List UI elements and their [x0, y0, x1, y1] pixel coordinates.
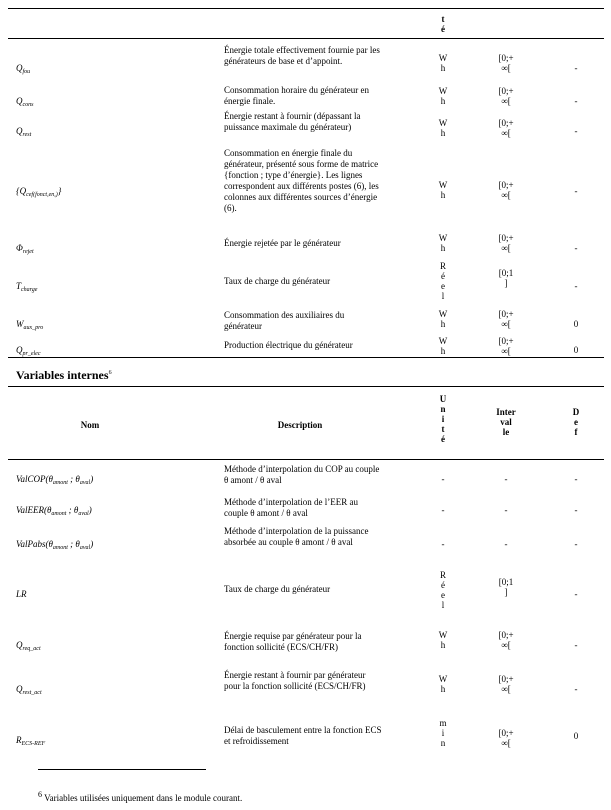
top-rule [8, 8, 604, 9]
output-default: - [574, 281, 578, 291]
internal-interval: [0;+ ∞[ [498, 728, 514, 748]
internal-unit: - [441, 505, 445, 515]
output-default: - [574, 126, 578, 136]
internal-name: $ValCOP(\theta_{amont}$ ; $\theta_{aval}$) [16, 474, 94, 486]
internal-top-rule [8, 386, 604, 387]
internal-default: 0 [573, 731, 579, 741]
output-description: Énergie rejetée par le générateur [224, 238, 341, 248]
output-description: Consommation des auxiliaires du générateur [224, 310, 345, 331]
output-description: Consommation en énergie finale du générateur, présenté sous forme de matrice {fonction ; type d’énergie}. Les lignes correspondent aux différents postes (6), les colonnes aux différentes sources d’énergie (6). [224, 148, 379, 213]
internal-default: - [574, 640, 578, 650]
output-unit: W h [438, 180, 448, 200]
internal-description: Méthode d’interpolation du COP au couple θ amont / θ aval [224, 464, 380, 485]
section-title: Variables internes$^6$ [16, 368, 112, 382]
output-name: $W_{aux\_pro}$ [16, 319, 44, 331]
output-interval: [0;+ ∞[ [498, 336, 514, 356]
output-name: $\Phi_{rejet}$ [16, 243, 34, 255]
internal-description: Taux de charge du générateur [224, 584, 331, 594]
outputs-bottom-rule [8, 357, 604, 358]
internal-interval: - [504, 539, 508, 549]
output-name: $T_{charge}$ [16, 281, 38, 293]
internal-interval: [0;1 ] [498, 577, 514, 597]
output-name: $Q_{fou}$ [16, 63, 31, 75]
output-name: $\{Q_{cef(fonct,en,)}\}$ [16, 186, 62, 198]
header-def: D e f [572, 407, 580, 437]
output-interval: [0;+ ∞[ [498, 309, 514, 329]
internal-unit: m i n [439, 718, 447, 748]
footnote-rule [38, 769, 206, 770]
internal-unit: R é e l [439, 570, 446, 610]
internal-unit: - [441, 539, 445, 549]
internal-interval: - [504, 474, 508, 484]
output-interval: [0;+ ∞[ [498, 180, 514, 200]
internal-description: Méthode d’interpolation de la puissance absorbée au couple θ amont / θ aval [224, 526, 369, 547]
internal-name: $ValPabs(\theta_{amont}$ ; $\theta_{aval}$) [16, 539, 94, 551]
output-interval: [0;+ ∞[ [498, 233, 514, 253]
internal-description: Énergie restant à fournir par générateur pour la fonction sollicité (ECS/CH/FR) [224, 670, 366, 691]
output-name: $Q_{pr\_elec}$ [16, 345, 41, 357]
output-default: - [574, 96, 578, 106]
output-default: - [574, 243, 578, 253]
internal-description: Énergie requise par générateur pour la fonction sollicité (ECS/CH/FR) [224, 631, 362, 652]
internal-name: LR [16, 589, 27, 599]
output-unit: W h [438, 86, 448, 106]
output-interval: [0;+ ∞[ [498, 53, 514, 73]
internal-interval: [0;+ ∞[ [498, 674, 514, 694]
internal-name: $Q_{rest\_act}$ [16, 684, 42, 696]
internal-name: $ValEER(\theta_{amont}$ ; $\theta_{aval}$) [16, 505, 92, 517]
output-unit: W h [438, 53, 448, 73]
internal-default: - [574, 505, 578, 515]
output-unit: W h [438, 336, 448, 356]
header-description: Description [277, 420, 323, 430]
output-description: Énergie totale effectivement fournie par les générateurs de base et d’appoint. [224, 45, 380, 66]
internal-default: - [574, 539, 578, 549]
output-default: 0 [573, 345, 579, 355]
internal-unit: W h [438, 674, 448, 694]
header-nom: Nom [80, 420, 100, 430]
internal-description: Méthode d’interpolation de l’EER au couple θ amont / θ aval [224, 497, 358, 518]
output-name: $Q_{rest}$ [16, 126, 32, 138]
output-default: - [574, 186, 578, 196]
internal-name: $R_{ECS-REF}$ [16, 735, 46, 747]
internal-default: - [574, 589, 578, 599]
internal-default: - [574, 684, 578, 694]
output-unit: R é e l [439, 261, 446, 301]
output-unit: W h [438, 233, 448, 253]
header-fragment: t é [441, 14, 445, 34]
output-description: Production électrique du générateur [224, 340, 353, 350]
output-unit: W h [438, 118, 448, 138]
header-unite: U n i t é [439, 394, 447, 444]
internal-interval: - [504, 505, 508, 515]
header-rule [8, 38, 604, 39]
output-interval: [0;1 ] [498, 268, 514, 288]
output-description: Énergie restant à fournir (dépassant la puissance maximale du générateur) [224, 111, 361, 132]
output-description: Taux de charge du générateur [224, 276, 331, 286]
internal-unit: - [441, 474, 445, 484]
internal-interval: [0;+ ∞[ [498, 630, 514, 650]
internal-default: - [574, 474, 578, 484]
footnote: $^6$ Variables utilisées uniquement dans le module courant. [38, 790, 243, 803]
output-name: $Q_{cons}$ [16, 96, 34, 108]
output-default: - [574, 63, 578, 73]
output-interval: [0;+ ∞[ [498, 118, 514, 138]
internal-description: Délai de basculement entre la fonction ECS et refroidissement [224, 725, 382, 746]
output-default: 0 [573, 319, 579, 329]
output-unit: W h [438, 309, 448, 329]
internal-header-rule [8, 459, 604, 460]
output-interval: [0;+ ∞[ [498, 86, 514, 106]
internal-name: $Q_{req\_act}$ [16, 640, 41, 652]
internal-unit: W h [438, 630, 448, 650]
header-intervalle: Inter val le [496, 407, 516, 437]
output-description: Consommation horaire du générateur en énergie finale. [224, 85, 369, 106]
